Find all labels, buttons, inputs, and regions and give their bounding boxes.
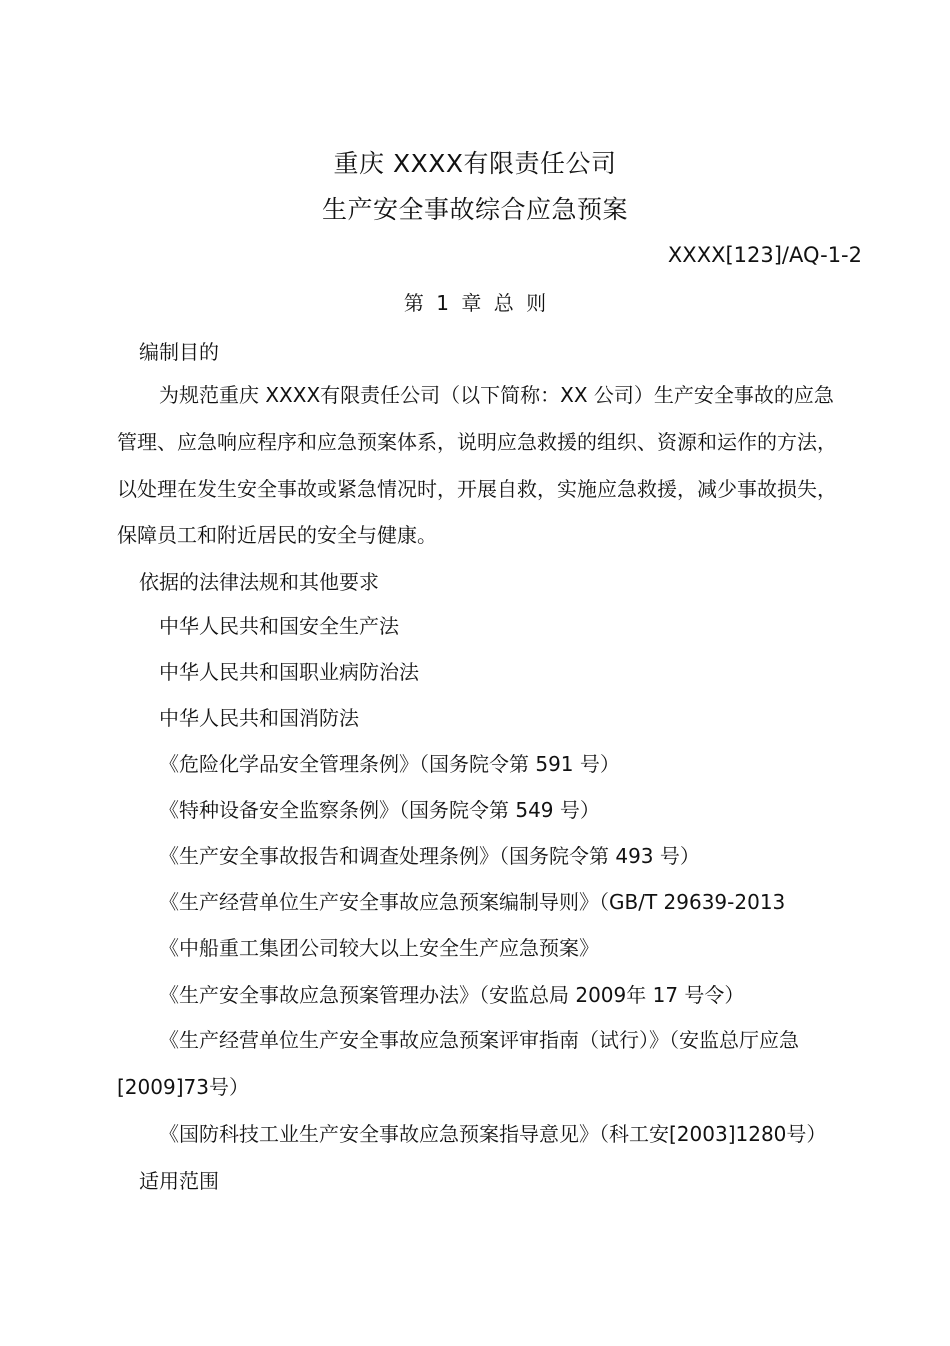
paragraph-line: 为规范重庆 XXXX有限责任公司（以下简称：XX 公司）生产安全事故的应急 (159, 383, 834, 407)
regulation-item: 《国防科技工业生产安全事故应急预案指导意见》（科工安[2003]1280号） (159, 1122, 827, 1146)
law-item: 中华人民共和国职业病防治法 (159, 660, 419, 684)
regulation-item: 《生产安全事故应急预案管理办法》（安监总局 2009年 17 号令） (159, 983, 745, 1007)
paragraph-line: 保障员工和附近居民的安全与健康。 (117, 523, 437, 547)
regulation-item: 《生产经营单位生产安全事故应急预案评审指南（试行）》（安监总厅应急 (159, 1028, 799, 1052)
paragraph-line: 以处理在发生安全事故或紧急情况时，开展自救，实施应急救援，减少事故损失， (117, 477, 837, 501)
regulation-item-continuation: [2009]73号） (117, 1075, 249, 1099)
law-item: 中华人民共和国消防法 (159, 706, 359, 730)
regulation-item: 《中船重工集团公司较大以上安全生产应急预案》 (159, 936, 599, 960)
regulation-item: 《危险化学品安全管理条例》（国务院令第 591 号） (159, 752, 620, 776)
law-item: 中华人民共和国安全生产法 (159, 614, 399, 638)
section-heading-basis: 依据的法律法规和其他要求 (139, 570, 379, 594)
regulation-item: 《生产经营单位生产安全事故应急预案编制导则》（GB/T 29639-2013 (159, 890, 786, 914)
document-code: XXXX[123]/AQ-1-2 (667, 243, 862, 267)
section-heading-scope: 适用范围 (139, 1169, 219, 1193)
section-heading-purpose: 编制目的 (139, 340, 219, 364)
regulation-item: 《生产安全事故报告和调查处理条例》（国务院令第 493 号） (159, 844, 700, 868)
document-title-line-1: 重庆 XXXX有限责任公司 (333, 149, 617, 178)
chapter-heading: 第 1 章 总 则 (403, 291, 547, 315)
regulation-item: 《特种设备安全监察条例》（国务院令第 549 号） (159, 798, 600, 822)
document-title-line-2: 生产安全事故综合应急预案 (321, 195, 628, 224)
paragraph-line: 管理、应急响应程序和应急预案体系，说明应急救援的组织、资源和运作的方法， (117, 430, 837, 454)
